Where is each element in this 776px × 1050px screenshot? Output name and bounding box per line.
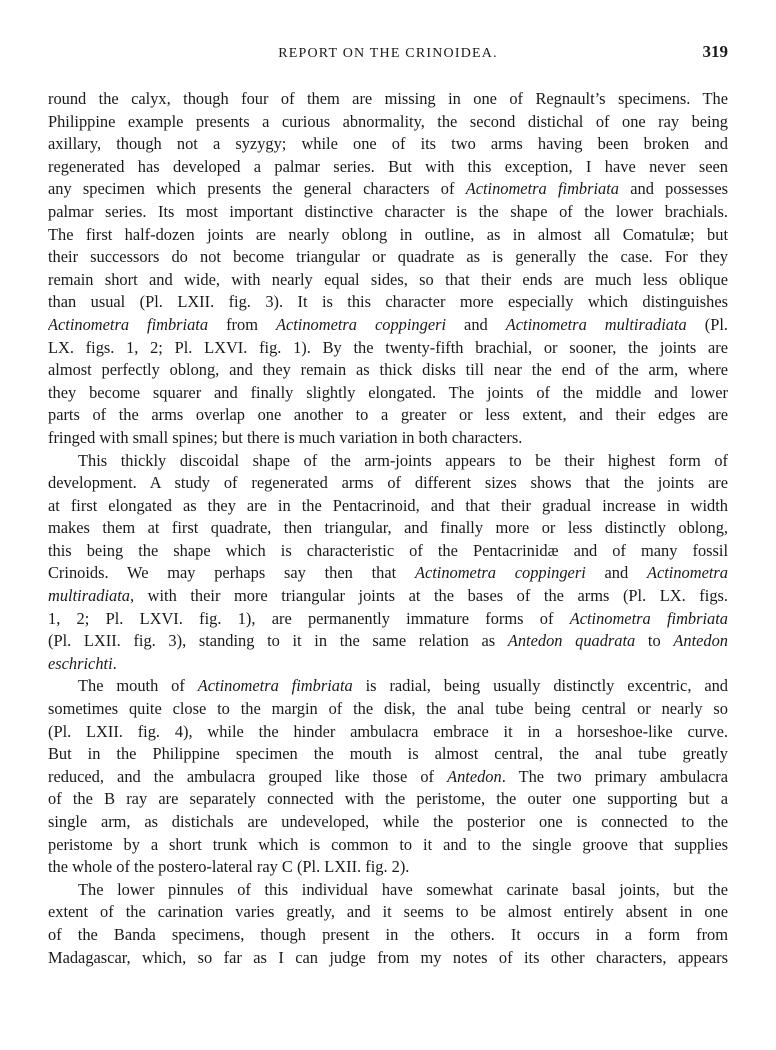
text-run: from (208, 314, 276, 334)
text-line (48, 608, 728, 631)
text-run: parts of the arms overlap one another to a greater or less extent, and their edges are (48, 405, 728, 425)
text-line (48, 359, 728, 382)
text-run: the whole of the postero-lateral ray C (Pl. LXII. fig. 2). (48, 857, 410, 877)
paragraph (48, 879, 728, 969)
italic-text: Antedon quadrata (507, 631, 636, 651)
text-line (48, 540, 728, 563)
text-line (48, 766, 728, 789)
text-run: This thickly discoidal shape of the arm-joints appears to be their highest form of (78, 450, 728, 470)
text-line (48, 382, 728, 405)
text-run: round the calyx, though four of them are missing in one of Regnault’s specimens. The (48, 89, 728, 108)
text-run: (Pl. (686, 314, 728, 334)
text-run: LX. figs. 1, 2; Pl. LXVI. fig. 1). By the twenty-fifth brachial, or sooner, the joints are (48, 337, 728, 357)
text-line (48, 562, 728, 585)
text-run: to (635, 631, 674, 651)
text-run: palmar series. Its most important distinctive character is the shape of the lower brachials. (48, 201, 728, 221)
text-line (48, 427, 728, 450)
text-run: they become squarer and finally slightly elongated. The joints of the middle and lower (48, 382, 728, 402)
text-line (48, 246, 728, 269)
text-run: single arm, as distichals are undeveloped, while the posterior one is connected to the (48, 812, 728, 831)
paragraph (48, 88, 728, 450)
italic-text: Antedon (673, 631, 728, 651)
italic-text: Antedon (447, 766, 502, 786)
text-line (48, 314, 728, 337)
italic-text: eschrichti (48, 653, 113, 673)
text-run: of the Banda specimens, though present in the others. It occurs in a form from (48, 924, 728, 944)
text-line (48, 698, 728, 721)
italic-text: multiradiata (48, 586, 130, 606)
text-run: sometimes quite close to the margin of the disk, the anal tube being central or nearly so (48, 699, 728, 719)
text-run: Madagascar, which, so far as I can judge from my notes of its other characters, appears (48, 947, 728, 967)
text-run: reduced, and the ambulacra grouped like those of (48, 766, 448, 786)
text-line (48, 743, 728, 766)
text-line (48, 924, 728, 947)
text-run: almost perfectly oblong, and they remain as thick disks till near the end of the arm, where (48, 360, 728, 380)
text-line (48, 630, 728, 653)
text-run: , with their more triangular joints at the bases of the arms (Pl. LX. figs. (129, 586, 728, 606)
text-line (48, 111, 728, 134)
text-run: Philippine example presents a curious abnormality, the second distichal of one ray being (48, 111, 728, 131)
text-run: peristome by a short trunk which is common to it and to the single groove that supplies (48, 834, 728, 854)
text-run: development. A study of regenerated arms of different sizes shows that the joints are (48, 473, 728, 493)
text-run: Crinoids. We may perhaps say then that (48, 563, 415, 583)
paragraph (48, 450, 728, 676)
text-line (48, 788, 728, 811)
text-line (48, 653, 728, 676)
text-run: extent of the carination varies greatly, and it seems to be almost entirely absent in one (48, 902, 728, 922)
text-line (48, 337, 728, 360)
text-line (48, 404, 728, 427)
text-run: regenerated has developed a palmar series. But with this exception, I have never seen (48, 156, 728, 176)
text-run: this being the shape which is characteristic of the Pentacrinidæ and of many fossil (48, 540, 728, 560)
text-line (48, 178, 728, 201)
text-run: any specimen which presents the general characters of (48, 179, 466, 199)
body-text (48, 88, 728, 969)
text-run: 1, 2; Pl. LXVI. fig. 1), are permanently immature forms of (48, 608, 570, 628)
text-run: their successors do not become triangular or quadrate as is generally the case. For they (48, 247, 728, 267)
text-line (48, 224, 728, 247)
italic-text: Actinometra coppingeri (414, 563, 586, 583)
text-run: and (585, 563, 647, 583)
text-line (48, 675, 728, 698)
text-line (48, 201, 728, 224)
text-line (48, 495, 728, 518)
text-line (48, 856, 728, 879)
italic-text: Actinometra fimbriata (465, 179, 619, 199)
text-line (48, 585, 728, 608)
text-run: axillary, though not a syzygy; while one of its two arms having been broken and (48, 134, 728, 154)
text-line (48, 291, 728, 314)
text-run: remain short and wide, with nearly equal sides, so that their ends are much less oblique (48, 269, 728, 289)
page-number: 319 (702, 42, 728, 61)
text-run: The mouth of (78, 676, 198, 696)
page-header (48, 40, 728, 64)
text-line (48, 811, 728, 834)
text-line (48, 947, 728, 970)
running-title: REPORT ON THE CRINOIDEA. (278, 46, 498, 61)
text-run: (Pl. LXII. fig. 3), standing to it in the same relation as (48, 631, 508, 651)
text-line (48, 472, 728, 495)
italic-text: Actinometra multiradiata (505, 314, 687, 334)
text-run: fringed with small spines; but there is much variation in both characters. (48, 427, 523, 447)
text-run: and (446, 314, 506, 334)
italic-text: Actinometra coppingeri (275, 314, 447, 334)
italic-text: Actinometra fimbriata (48, 314, 209, 334)
text-line (48, 879, 728, 902)
text-run: The first half-dozen joints are nearly oblong in outline, as in almost all Comatulæ; but (48, 224, 728, 244)
text-run: (Pl. LXII. fig. 4), while the hinder ambulacra embrace it in a horseshoe-like curve. (48, 721, 728, 741)
italic-text: Actinometra fimbriata (569, 608, 728, 628)
text-line (48, 517, 728, 540)
text-run: than usual (Pl. LXII. fig. 3). It is this character more especially which distinguishes (48, 292, 728, 312)
italic-text: Actinometra fimbriata (197, 676, 353, 696)
text-line (48, 133, 728, 156)
text-line (48, 450, 728, 473)
text-run: of the B ray are separately connected with the peristome, the outer one supporting but a (48, 789, 728, 809)
text-run: makes them at first quadrate, then triangular, and finally more or less distinctly oblong, (48, 518, 728, 538)
text-line (48, 269, 728, 292)
text-line (48, 834, 728, 857)
text-run: is radial, being usually distinctly excentric, and (352, 676, 728, 696)
text-line (48, 88, 728, 111)
text-run: The lower pinnules of this individual have somewhat carinate basal joints, but the (78, 879, 728, 899)
text-run: But in the Philippine specimen the mouth is almost central, the anal tube greatly (48, 744, 728, 764)
paragraph (48, 675, 728, 878)
text-line (48, 721, 728, 744)
text-run: . (112, 653, 117, 673)
text-line (48, 901, 728, 924)
text-run: . The two primary ambulacra (501, 766, 728, 786)
text-run: and possesses (618, 179, 728, 199)
text-run: at first elongated as they are in the Pentacrinoid, and that their gradual increase in width (48, 495, 728, 515)
text-line (48, 156, 728, 179)
italic-text: Actinometra (646, 563, 728, 583)
